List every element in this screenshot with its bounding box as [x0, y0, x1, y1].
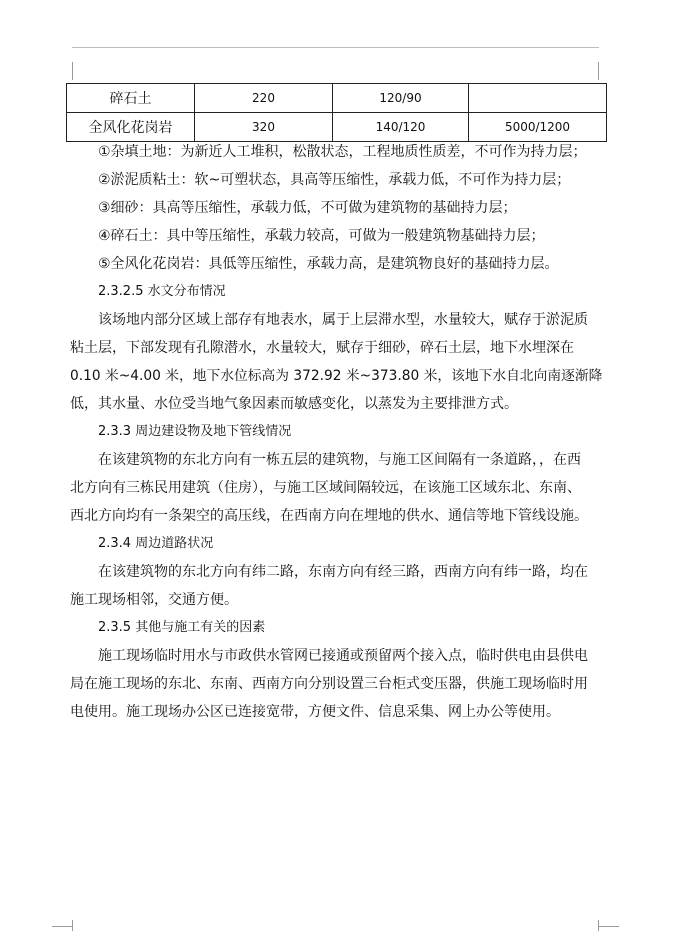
soil-note: ④碎石土：具中等压缩性，承载力较高，可做为一般建筑物基础持力层； — [98, 228, 545, 244]
crop-mark-bottom-left-v — [72, 920, 73, 931]
soil-name-cell: 碎石土 — [67, 84, 195, 113]
table-cell — [469, 84, 607, 113]
paragraph-line: 粘土层，下部发现有孔隙潜水，水量较大，赋存于细砂，碎石土层，地下水埋深在 — [70, 340, 574, 356]
paragraph-line: 电使用。施工现场办公区已连接宽带，方便文件、信息采集、网上办公等使用。 — [70, 704, 560, 720]
paragraph-line: 低，其水量、水位受当地气象因素而敏感变化，以蒸发为主要排泄方式。 — [70, 396, 518, 412]
paragraph-line: 施工现场相邻，交通方便。 — [70, 592, 238, 608]
table-cell: 5000/1200 — [469, 113, 607, 142]
table-cell: 120/90 — [333, 84, 469, 113]
section-heading: 2.3.5 其他与施工有关的因素 — [98, 620, 266, 635]
crop-mark-bottom-left-h — [52, 926, 72, 927]
soil-note: ⑤全风化花岗岩：具低等压缩性，承载力高，是建筑物良好的基础持力层。 — [98, 256, 559, 272]
section-heading: 2.3.3 周边建设物及地下管线情况 — [98, 424, 292, 439]
paragraph-line: 在该建筑物的东北方向有一栋五层的建筑物，与施工区间隔有一条道路，，在西 — [98, 452, 581, 468]
paragraph-line: 在该建筑物的东北方向有纬二路，东南方向有经三路，西南方向有纬一路，均在 — [98, 564, 588, 580]
section-heading: 2.3.2.5 水文分布情况 — [98, 284, 226, 299]
paragraph-line: 局在施工现场的东北、东南、西南方向分别设置三台柜式变压器，供施工现场临时用 — [70, 676, 588, 692]
table-cell: 140/120 — [333, 113, 469, 142]
crop-mark-bottom-right-h — [599, 926, 619, 927]
paragraph-line: 该场地内部分区域上部存有地表水，属于上层滞水型，水量较大，赋存于淤泥质 — [98, 312, 588, 328]
header-rule — [72, 47, 599, 48]
soil-name-cell: 全风化花岗岩 — [67, 113, 195, 142]
table-row — [67, 113, 607, 142]
paragraph-line: 西北方向均有一条架空的高压线，在西南方向在埋地的供水、通信等地下管线设施。 — [70, 508, 588, 524]
table-cell: 320 — [195, 113, 333, 142]
table-row — [67, 84, 607, 113]
crop-mark-top-left — [72, 62, 73, 80]
soil-properties-table — [66, 83, 607, 142]
crop-mark-top-right — [598, 62, 599, 80]
paragraph-line: 0.10 米~4.00 米，地下水位标高为 372.92 米~373.80 米，该地下水自北向南逐渐降 — [70, 368, 603, 384]
soil-note: ③细砂：具高等压缩性，承载力低，不可做为建筑物的基础持力层； — [98, 200, 517, 216]
paragraph-line: 施工现场临时用水与市政供水管网已接通或预留两个接入点，临时供电由县供电 — [98, 648, 588, 664]
soil-note: ①杂填土地：为新近人工堆积，松散状态，工程地质性质差，不可作为持力层； — [98, 144, 587, 160]
table-cell: 220 — [195, 84, 333, 113]
paragraph-line: 北方向有三栋民用建筑（住房），与施工区域间隔较远，在该施工区域东北、东南、 — [70, 480, 581, 496]
soil-note: ②淤泥质粘土：软~可塑状态，具高等压缩性，承载力低，不可作为持力层； — [98, 172, 571, 188]
section-heading: 2.3.4 周边道路状况 — [98, 536, 214, 551]
crop-mark-bottom-right-v — [598, 920, 599, 931]
